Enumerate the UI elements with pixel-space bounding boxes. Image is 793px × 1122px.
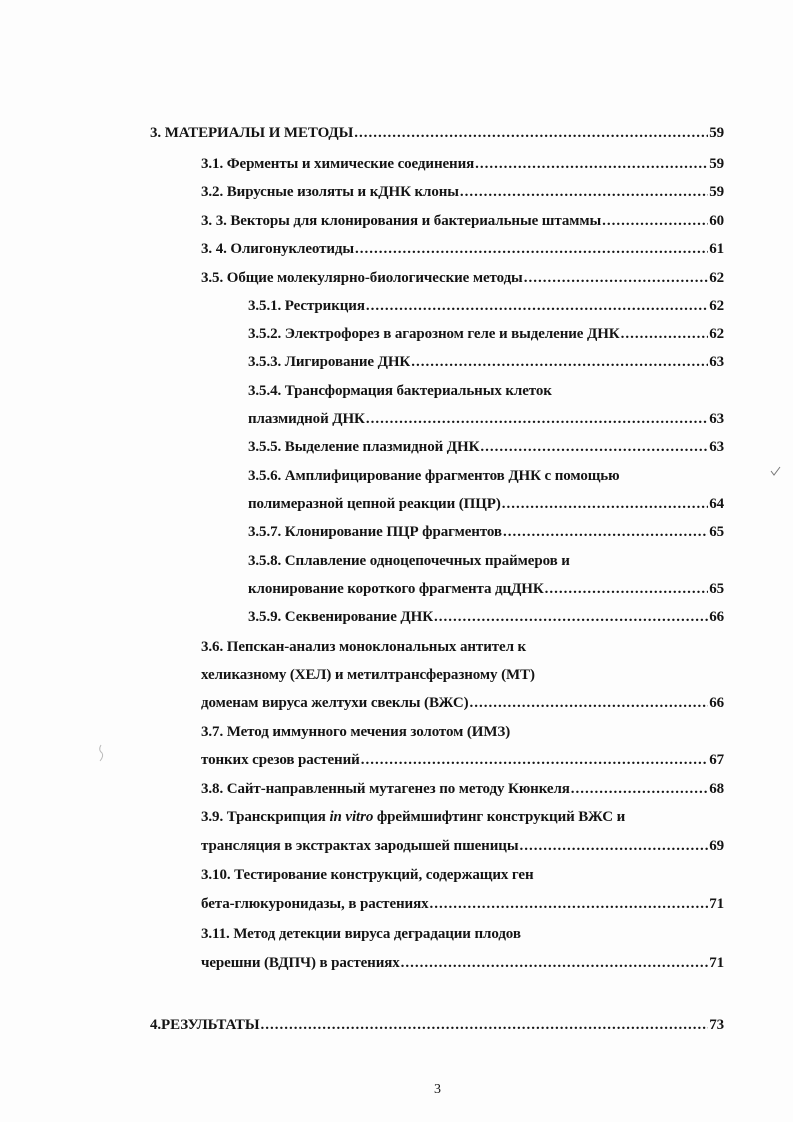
toc-page: 69 — [709, 838, 724, 854]
toc-entry-3-5-8 — [248, 580, 724, 598]
dot-leader — [430, 895, 709, 913]
toc-entry-3-5-6-line1: 3.5.6. Амплифицирование фрагментов ДНК с помощью — [248, 468, 620, 484]
toc-page: 63 — [709, 439, 724, 455]
dot-leader — [355, 240, 708, 258]
dot-leader — [524, 269, 709, 287]
dot-leader — [621, 325, 709, 343]
dot-leader — [434, 608, 708, 626]
toc-entry-3-5-9 — [248, 608, 724, 626]
toc-page: 66 — [709, 695, 724, 711]
toc-label: 3.5.2. Электрофорез в агарозном геле и выделение ДНК — [248, 326, 620, 342]
toc-page: 62 — [709, 326, 724, 342]
toc-label: 3. 3. Векторы для клонирования и бактериальные штаммы — [201, 213, 602, 229]
toc-entry-3-6-line2: хеликазному (ХЕЛ) и метилтрансферазному (МТ) — [201, 667, 535, 683]
toc-page: 62 — [709, 270, 724, 286]
toc-entry-3-6-line1: 3.6. Пепскан-анализ моноклональных антител к — [201, 639, 527, 655]
toc-entry-3-4 — [201, 240, 724, 258]
toc-italic-text: in vitro — [329, 809, 374, 825]
toc-page: 68 — [709, 781, 724, 797]
toc-entry-3-5-4 — [248, 410, 724, 428]
toc-label: доменам вируса желтухи свеклы (ВЖС) — [201, 695, 469, 711]
toc-entry-3-5-7 — [248, 523, 724, 541]
toc-label: трансляция в экстрактах зародышей пшеницы — [201, 838, 519, 854]
toc-entry-3-2 — [201, 183, 724, 201]
toc-label: 3.5.9. Секвенирование ДНК — [248, 609, 433, 625]
toc-label: тонких срезов растений — [201, 752, 360, 768]
toc-page: 59 — [709, 184, 724, 200]
toc-label: 3.5.5. Выделение плазмидной ДНК — [248, 439, 480, 455]
toc-entry-3-5-1 — [248, 297, 724, 315]
toc-page: 65 — [709, 524, 724, 540]
dot-leader — [602, 212, 708, 230]
dot-leader — [545, 580, 709, 598]
toc-entry-3-5-3 — [248, 353, 724, 371]
dot-leader — [260, 1016, 708, 1034]
toc-label: 4.РЕЗУЛЬТАТЫ — [150, 1017, 260, 1033]
toc-entry-3-5 — [201, 269, 724, 287]
dot-leader — [361, 751, 709, 769]
dot-leader — [354, 124, 708, 142]
toc-entry-3-1 — [201, 155, 724, 173]
toc-entry-3-5-6 — [248, 495, 724, 513]
toc-entry-3-5-8-line1: 3.5.8. Сплавление одноцепочечных праймеров и — [248, 553, 570, 569]
toc-label: 3.5. Общие молекулярно-биологические методы — [201, 270, 523, 286]
dot-leader — [469, 694, 708, 712]
toc-page: 59 — [709, 125, 724, 141]
toc-text: фреймшифтинг конструкций ВЖС и — [373, 809, 626, 825]
toc-entry-4 — [150, 1016, 724, 1034]
toc-page: 62 — [709, 298, 724, 314]
toc-label: 3.2. Вирусные изоляты и кДНК клоны — [201, 184, 459, 200]
toc-label: 3.8. Сайт-направленный мутагенез по методу Кюнкеля — [201, 781, 570, 797]
toc-page: 63 — [709, 411, 724, 427]
toc-label: бета-глюкуронидазы, в растениях — [201, 896, 429, 912]
toc-entry-3-7-line1: 3.7. Метод иммунного мечения золотом (ИМЗ) — [201, 724, 511, 740]
toc-label: клонирование короткого фрагмента дцДНК — [248, 581, 544, 597]
dot-leader — [502, 495, 708, 513]
toc-label: 3. 4. Олигонуклеотиды — [201, 241, 355, 257]
toc-entry-3-5-4-line1: 3.5.4. Трансформация бактериальных клеток — [248, 383, 552, 399]
toc-entry-3-9-line1 — [201, 808, 625, 826]
toc-entry-3 — [150, 124, 724, 142]
toc-entry-3-3 — [201, 212, 724, 230]
toc-page: 71 — [709, 896, 724, 912]
dot-leader — [480, 438, 708, 456]
toc-page: 60 — [709, 213, 724, 229]
toc-entry-3-5-2 — [248, 325, 724, 343]
margin-scratch-icon — [96, 744, 106, 762]
dot-leader — [503, 523, 708, 541]
toc-label: 3.1. Ферменты и химические соединения — [201, 156, 475, 172]
toc-page: 71 — [709, 955, 724, 971]
dot-leader — [411, 353, 708, 371]
dot-leader — [366, 410, 708, 428]
toc-page: 65 — [709, 581, 724, 597]
toc-label: 3.5.3. Лигирование ДНК — [248, 354, 411, 370]
page-number: 3 — [434, 1082, 441, 1097]
toc-entry-3-9 — [201, 837, 724, 855]
dot-leader — [460, 183, 708, 201]
dot-leader — [401, 954, 709, 972]
toc-page: 63 — [709, 354, 724, 370]
toc-text: 3.9. Транскрипция — [201, 809, 330, 825]
toc-entry-3-11-line1: 3.11. Метод детекции вируса деградации плодов — [201, 926, 521, 942]
toc-page: 59 — [709, 156, 724, 172]
toc-entry-3-5-5 — [248, 438, 724, 456]
toc-label: черешни (ВДПЧ) в растениях — [201, 955, 400, 971]
dot-leader — [475, 155, 708, 173]
toc-label: полимеразной цепной реакции (ПЦР) — [248, 496, 501, 512]
toc-label: 3.5.7. Клонирование ПЦР фрагментов — [248, 524, 502, 540]
dot-leader — [519, 837, 708, 855]
toc-label: плазмидной ДНК — [248, 411, 365, 427]
toc-label: 3.5.1. Рестрикция — [248, 298, 365, 314]
toc-entry-3-7 — [201, 751, 724, 769]
toc-label: 3. МАТЕРИАЛЫ И МЕТОДЫ — [150, 125, 354, 141]
dot-leader — [366, 297, 708, 315]
toc-page: 64 — [709, 496, 724, 512]
toc-entry-3-8 — [201, 780, 724, 798]
toc-entry-3-10 — [201, 895, 724, 913]
toc-page: 61 — [709, 241, 724, 257]
toc-page: 66 — [709, 609, 724, 625]
toc-entry-3-11 — [201, 954, 724, 972]
pencil-mark-icon — [770, 466, 782, 480]
toc-page: 67 — [709, 752, 724, 768]
toc-page: 73 — [709, 1017, 724, 1033]
dot-leader — [571, 780, 708, 798]
toc-entry-3-10-line1: 3.10. Тестирование конструкций, содержащих ген — [201, 867, 534, 883]
toc-entry-3-6 — [201, 694, 724, 712]
